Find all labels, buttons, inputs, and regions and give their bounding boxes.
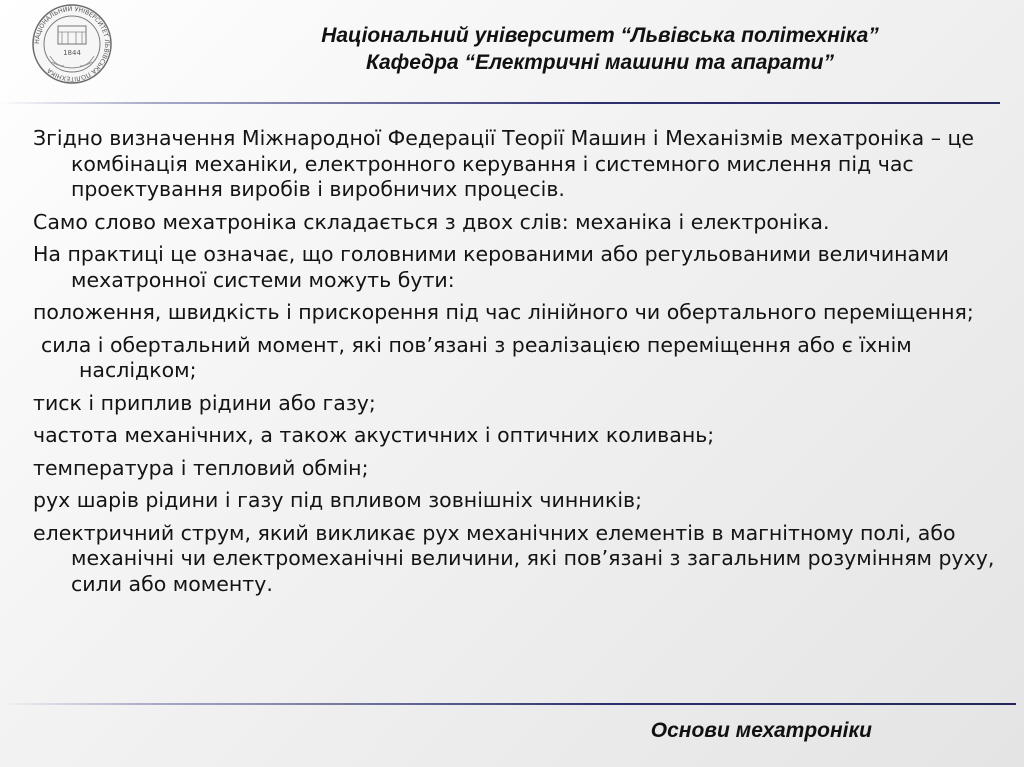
header-divider xyxy=(0,102,1000,104)
footer-divider xyxy=(0,703,1016,705)
paragraph-practice: На практиці це означає, що головними керованими або регульованими величинами мехатронної системи можуть бути: xyxy=(33,242,949,292)
department-name: Кафедра “Електричні машини та апарати” xyxy=(366,51,834,74)
slide-header xyxy=(210,22,990,76)
course-title: Основи мехатроніки xyxy=(650,719,872,742)
university-name: Національний університет “Львівська політехніка” xyxy=(321,24,879,47)
paragraph-word-origin: Само слово мехатроніка складається з двох слів: механіка і електроніка. xyxy=(33,209,830,234)
paragraph-fluid-motion: рух шарів рідини і газу під впливом зовнішніх чинників; xyxy=(33,488,643,512)
seal-icon xyxy=(30,0,114,92)
paragraph-electric-current: електричний струм, який викликає рух механічних елементів в магнітному полі, або механічні чи електромеханічні величини, які пов’язані з загальним розумінням руху, сили або моменту. xyxy=(33,520,995,596)
paragraph-force: сила і обертальний момент, які пов’язані з реалізацією переміщення або є їхнім наслідком; xyxy=(41,332,912,382)
paragraph-pressure: тиск і приплив рідини або газу; xyxy=(33,390,376,415)
paragraph-position: положення, швидкість і прискорення під час лінійного чи обертального переміщення; xyxy=(33,300,974,324)
seal-year: 1844 xyxy=(63,49,81,57)
paragraph-temperature: температура і тепловий обмін; xyxy=(33,455,369,480)
paragraph-definition: Згідно визначення Міжнародної Федерації Теорії Машин і Механізмів мехатроніка – це комбінація механіки, електронного керування і системного мислення під час проектування виробів і виробничих процесів. xyxy=(33,126,975,201)
paragraph-frequency: частота механічних, а також акустичних і оптичних коливань; xyxy=(33,423,715,447)
slide-body xyxy=(33,126,1008,604)
seal-ring-text: НАЦІОНАЛЬНИЙ УНІВЕРСИТЕТ ЛЬВІВСЬКА ПОЛІТЕХНІКА xyxy=(33,5,111,83)
university-logo xyxy=(30,0,114,92)
